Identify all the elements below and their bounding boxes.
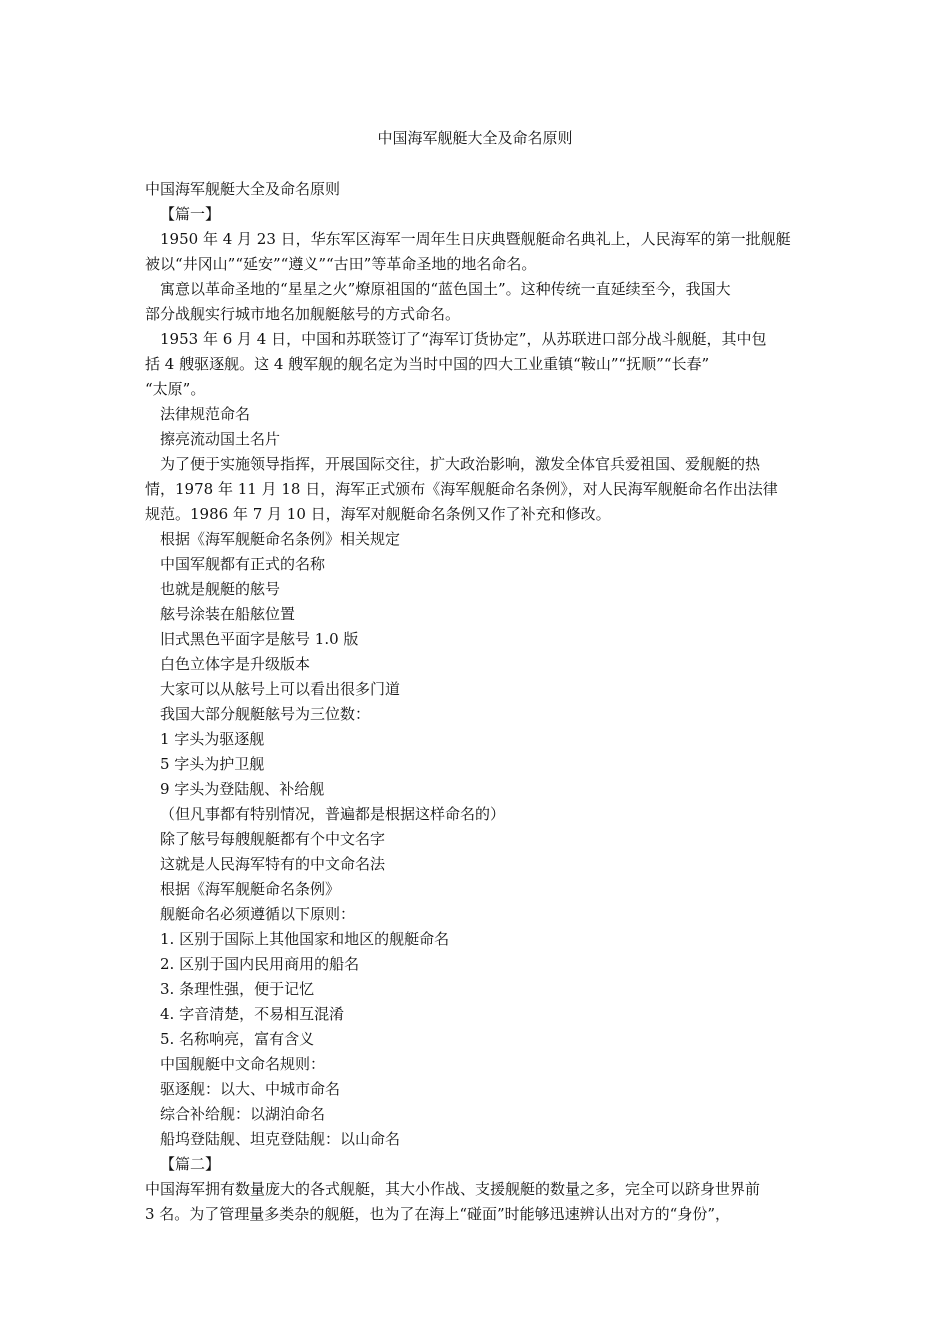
text-line: 1. 区别于国际上其他国家和地区的舰艇命名	[160, 930, 450, 948]
text-line: 1 字头为驱逐舰	[160, 730, 265, 748]
text-line: 寓意以革命圣地的“星星之火”燎原祖国的“蓝色国土”。这种传统一直延续至今，我国大	[160, 280, 731, 298]
text-line: 驱逐舰：以大、中城市命名	[160, 1080, 341, 1098]
text-line: 综合补给舰：以湖泊命名	[160, 1105, 326, 1123]
text-line: 舰艇命名必须遵循以下原则：	[160, 905, 356, 923]
text-line: （但凡事都有特别情况，普遍都是根据这样命名的）	[160, 805, 506, 823]
text-line: 1950 年 4 月 23 日，华东军区海军一周年生日庆典暨舰艇命名典礼上，人民海军的第一批舰艇	[160, 230, 791, 248]
text-line: 中国舰艇中文命名规则：	[160, 1055, 326, 1073]
text-line: 我国大部分舰艇舷号为三位数：	[160, 705, 371, 723]
text-line: 根据《海军舰艇命名条例》相关规定	[160, 530, 401, 548]
text-line: 也就是舰艇的舷号	[160, 580, 281, 598]
text-line: 【篇二】	[160, 1155, 221, 1173]
text-line: 白色立体字是升级版本	[160, 655, 311, 673]
text-line: 船坞登陆舰、坦克登陆舰：以山命名	[160, 1130, 401, 1148]
text-line: 这就是人民海军特有的中文命名法	[160, 855, 386, 873]
text-line: 大家可以从舷号上可以看出很多门道	[160, 680, 401, 698]
text-line: 中国海军舰艇大全及命名原则	[145, 180, 341, 198]
text-line: 法律规范命名	[160, 405, 251, 423]
text-line: 4. 字音清楚，不易相互混淆	[160, 1005, 345, 1023]
text-line: 除了舷号每艘舰艇都有个中文名字	[160, 830, 386, 848]
text-line: 部分战舰实行城市地名加舰艇舷号的方式命名。	[145, 305, 461, 323]
text-line: 中国海军拥有数量庞大的各式舰艇，其大小作战、支援舰艇的数量之多，完全可以跻身世界前	[145, 1180, 761, 1198]
document-title: 中国海军舰艇大全及命名原则	[377, 129, 573, 147]
text-line: 旧式黑色平面字是舷号 1.0 版	[160, 630, 359, 648]
text-line: 1953 年 6 月 4 日，中国和苏联签订了“海军订货协定”，从苏联进口部分战斗舰艇，其中包	[160, 330, 767, 348]
text-line: 根据《海军舰艇命名条例》	[160, 880, 341, 898]
document-body	[145, 177, 810, 1227]
text-line: 5 字头为护卫舰	[160, 755, 265, 773]
text-line: 3. 条理性强，便于记忆	[160, 980, 315, 998]
text-line: 被以“井冈山”“延安”“遵义”“古田”等革命圣地的地名命名。	[145, 255, 537, 273]
text-line: 情，1978 年 11 月 18 日，海军正式颁布《海军舰艇命名条例》，对人民海军舰艇命名作出法律	[145, 480, 778, 498]
text-line: 擦亮流动国土名片	[160, 430, 281, 448]
text-line: 为了便于实施领导指挥，开展国际交往，扩大政治影响，激发全体官兵爱祖国、爱舰艇的热	[160, 455, 761, 473]
text-line: 舷号涂装在船舷位置	[160, 605, 296, 623]
text-line: 9 字头为登陆舰、补给舰	[160, 780, 325, 798]
text-line: 5. 名称响亮，富有含义	[160, 1030, 315, 1048]
text-line: 中国军舰都有正式的名称	[160, 555, 326, 573]
text-line: 规范。1986 年 7 月 10 日，海军对舰艇命名条例又作了补充和修改。	[145, 505, 611, 523]
text-line: 【篇一】	[160, 205, 221, 223]
text-line: 3 名。为了管理量多类杂的舰艇，也为了在海上“碰面”时能够迅速辨认出对方的“身份”，	[145, 1205, 730, 1223]
text-line: 2. 区别于国内民用商用的船名	[160, 955, 360, 973]
text-line: 括 4 艘驱逐舰。这 4 艘军舰的舰名定为当时中国的四大工业重镇“鞍山”“抚顺”“长春”	[145, 355, 710, 373]
text-line: “太原”。	[145, 380, 206, 398]
